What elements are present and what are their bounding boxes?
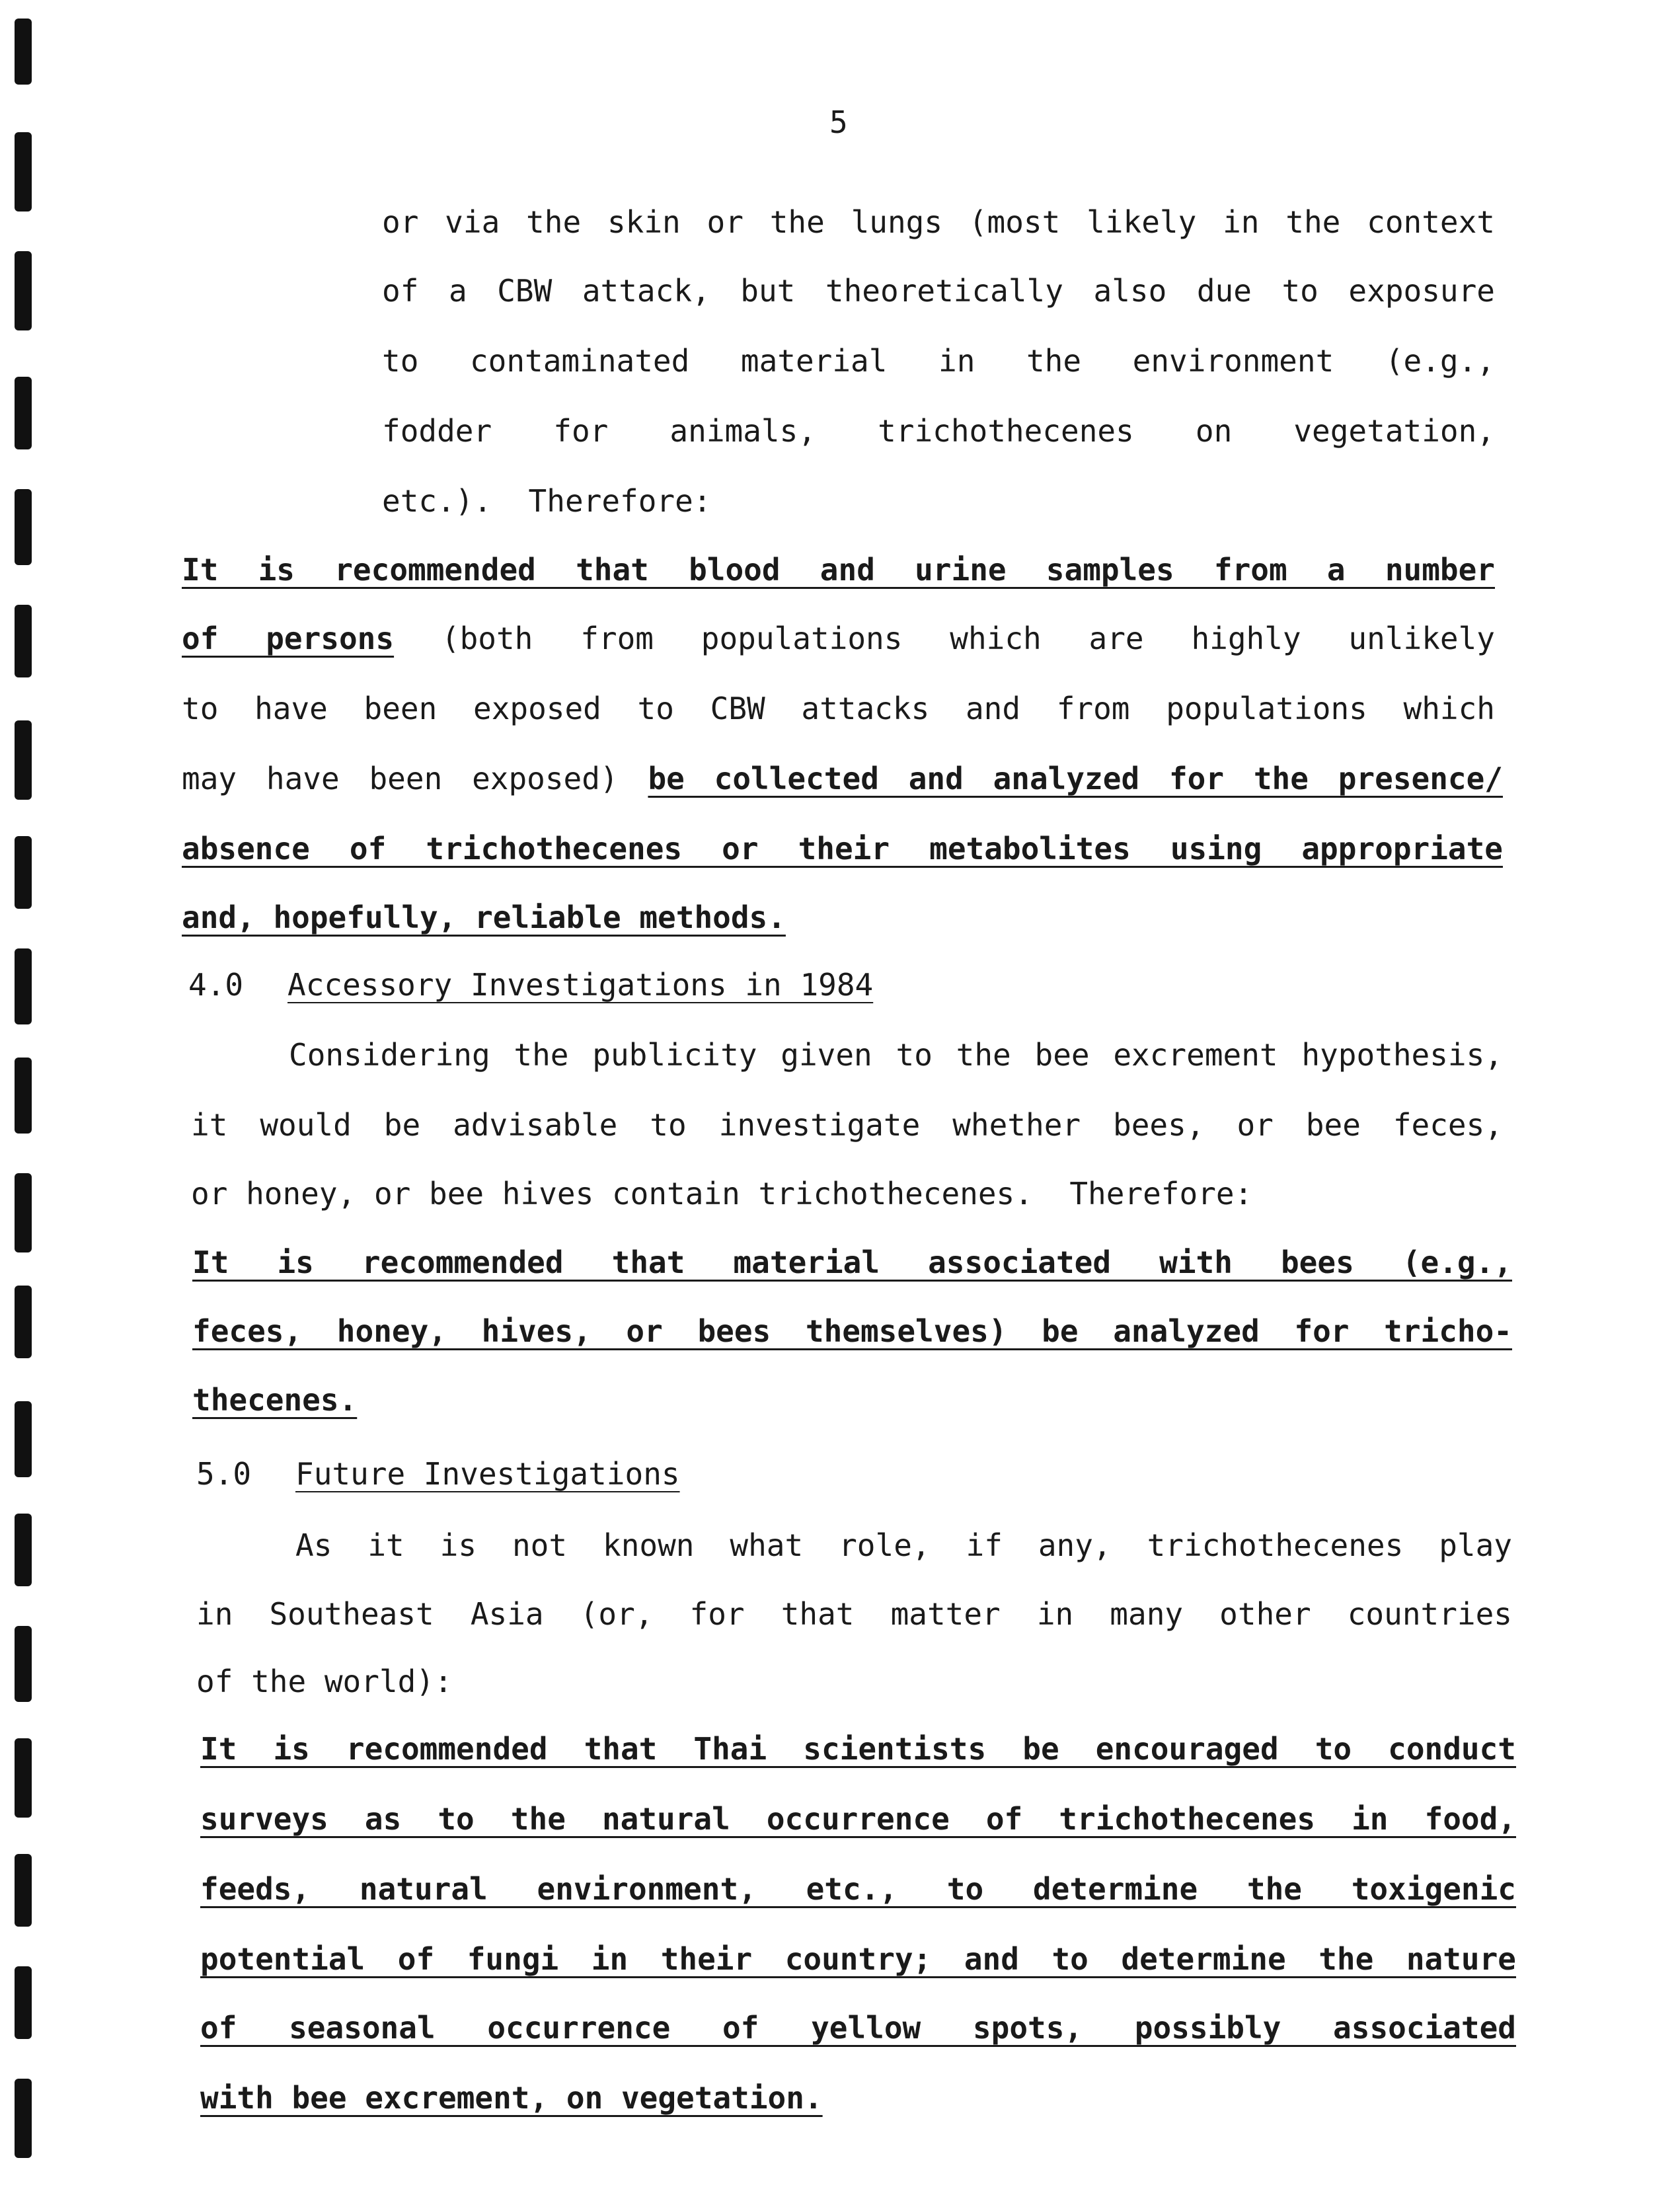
punch-hole — [15, 489, 32, 565]
recommendation-text: It is recommended that Thai scientists be encouraged to conduct — [200, 1731, 1516, 1767]
section-heading-4 — [188, 966, 873, 1003]
body-text-segment: to have been exposed to CBW attacks and from populations which — [182, 691, 1495, 726]
punch-hole — [15, 1626, 32, 1702]
recommendation-text: surveys as to the natural occurrence of trichothecenes in food, — [200, 1801, 1516, 1837]
section-number: 5.0 — [196, 1456, 252, 1492]
text-line — [382, 204, 1495, 241]
recommendation-text: thecenes. — [192, 1382, 358, 1418]
binder-punch-holes — [5, 0, 52, 2195]
punch-hole — [15, 377, 32, 449]
body-text-segment: may have been exposed) — [182, 761, 648, 796]
text-line — [182, 551, 1495, 588]
body-text-segment: etc.). Therefore: — [382, 483, 712, 519]
text-line — [182, 830, 1503, 867]
body-text-segment: fodder for animals, trichothecenes on vegetation, — [382, 413, 1495, 449]
section-number: 4.0 — [188, 967, 244, 1003]
punch-hole — [15, 1738, 32, 1818]
punch-hole — [15, 605, 32, 677]
section-title: Future Investigations — [295, 1456, 680, 1492]
text-line — [182, 899, 786, 936]
text-line — [191, 1175, 1252, 1212]
text-line — [196, 1596, 1512, 1633]
punch-hole — [15, 1173, 32, 1252]
body-text-segment: (both from populations which are highly unlikely — [394, 621, 1495, 656]
punch-hole — [15, 251, 32, 330]
recommendation-text: of persons — [182, 621, 395, 656]
body-text-segment: of a CBW attack, but theoretically also due to exposure — [382, 273, 1495, 309]
text-line — [382, 342, 1495, 379]
punch-hole — [15, 1966, 32, 2039]
text-line — [192, 1313, 1512, 1350]
punch-hole — [15, 948, 32, 1024]
recommendation-text: of seasonal occurrence of yellow spots, possibly associated — [200, 2010, 1516, 2046]
text-line — [200, 1800, 1516, 1837]
body-text-segment: in Southeast Asia (or, for that matter in many other countries — [196, 1596, 1512, 1632]
text-line — [191, 1106, 1503, 1143]
punch-hole — [15, 1854, 32, 1927]
punch-hole — [15, 1514, 32, 1586]
text-line — [200, 2009, 1516, 2046]
text-line — [200, 1730, 1516, 1767]
text-line — [295, 1527, 1512, 1564]
text-line — [200, 1870, 1516, 1907]
recommendation-text: be collected and analyzed for the presence/ — [648, 761, 1503, 796]
text-line — [382, 482, 712, 520]
recommendation-text: and, hopefully, reliable methods. — [182, 900, 786, 935]
body-text-segment: to contaminated material in the environment (e.g., — [382, 343, 1495, 379]
body-text-segment: or via the skin or the lungs (most likely in the context — [382, 204, 1495, 240]
text-line — [200, 2079, 823, 2116]
recommendation-text: potential of fungi in their country; and to determine the nature — [200, 1941, 1516, 1977]
punch-hole — [15, 19, 32, 85]
page-number: 5 — [829, 104, 848, 140]
text-line — [200, 1941, 1516, 1978]
text-line — [182, 620, 1495, 657]
text-line — [192, 1244, 1512, 1281]
recommendation-text: with bee excrement, on vegetation. — [200, 2080, 823, 2116]
text-line — [182, 690, 1495, 727]
section-heading-5 — [196, 1455, 680, 1492]
text-line — [382, 272, 1495, 309]
recommendation-text: feeds, natural environment, etc., to determine the toxigenic — [200, 1871, 1516, 1907]
recommendation-text: absence of trichothecenes or their metabolites using appropriate — [182, 831, 1503, 866]
punch-hole — [15, 720, 32, 800]
text-line — [192, 1381, 357, 1418]
body-text-segment: or honey, or bee hives contain trichothecenes. Therefore: — [191, 1176, 1253, 1212]
punch-hole — [15, 836, 32, 909]
text-line — [196, 1663, 453, 1700]
recommendation-text: It is recommended that blood and urine samples from a number — [182, 552, 1495, 588]
punch-hole — [15, 1058, 32, 1134]
punch-hole — [15, 2079, 32, 2158]
text-line — [182, 760, 1503, 797]
punch-hole — [15, 1286, 32, 1358]
recommendation-text: It is recommended that material associated with bees (e.g., — [192, 1245, 1512, 1280]
body-text-segment: it would be advisable to investigate whether bees, or bee feces, — [191, 1107, 1503, 1143]
recommendation-text: feces, honey, hives, or bees themselves) be analyzed for tricho- — [192, 1313, 1512, 1349]
text-line — [382, 412, 1495, 449]
body-text-segment: As it is not known what role, if any, trichothecenes play — [295, 1527, 1512, 1563]
body-text-segment: of the world): — [196, 1664, 453, 1699]
body-text-segment: Considering the publicity given to the bee excrement hypothesis, — [289, 1037, 1503, 1073]
punch-hole — [15, 132, 32, 212]
section-title: Accessory Investigations in 1984 — [287, 967, 874, 1003]
text-line — [289, 1036, 1503, 1073]
punch-hole — [15, 1401, 32, 1477]
